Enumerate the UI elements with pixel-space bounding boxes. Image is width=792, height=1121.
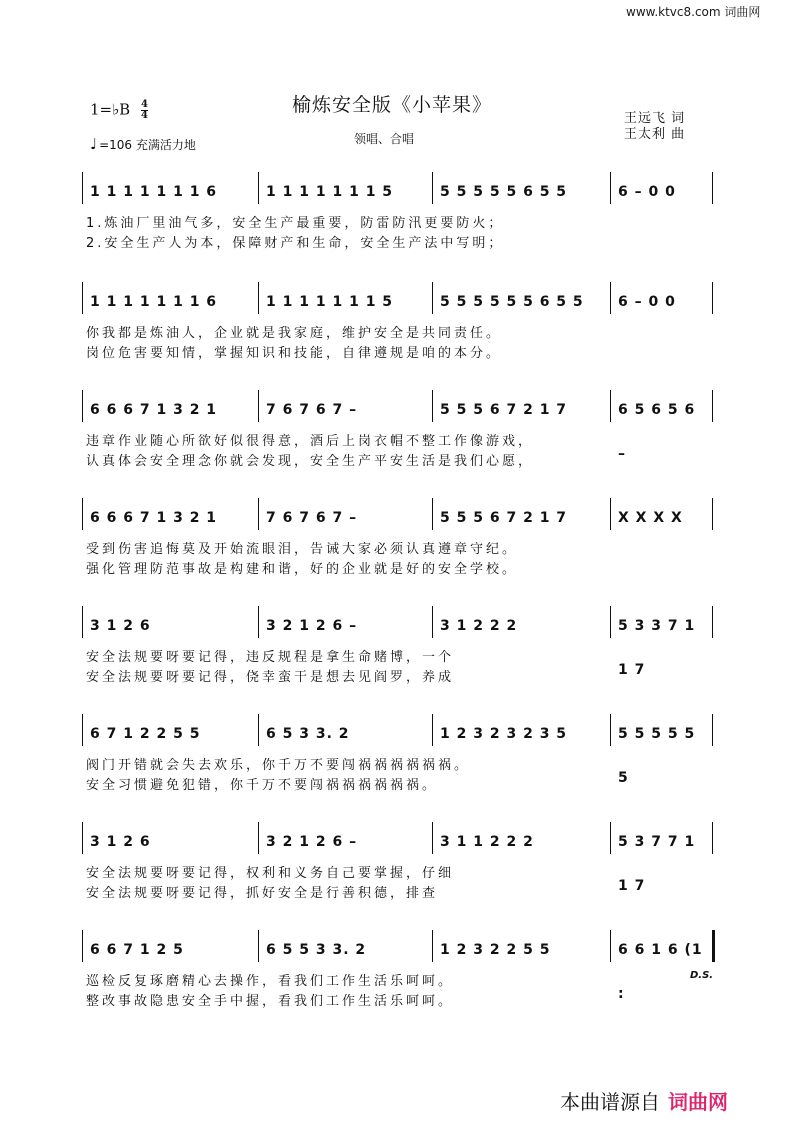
- barline: [82, 172, 83, 204]
- barline: [712, 498, 713, 530]
- measure-notes: 6 – 0 0: [618, 294, 676, 310]
- lyric-line: 1.炼油厂里油气多，安全生产最重要，防雷防汛更要防火；: [86, 216, 505, 231]
- barline: [712, 606, 713, 638]
- barline: [610, 282, 611, 314]
- measure-notes: 5 5 5 5 5 6 5 5: [440, 184, 568, 200]
- barline: [610, 390, 611, 422]
- measure-notes: 6 7 1 2 2 5 5: [90, 726, 201, 742]
- song-title: 榆炼安全版《小苹果》: [292, 94, 493, 116]
- time-signature: [141, 100, 148, 121]
- notation-line: [82, 170, 714, 214]
- score-system: [82, 604, 714, 688]
- meter-top: 4: [141, 99, 148, 110]
- barline: [258, 498, 259, 530]
- barline: [82, 498, 83, 530]
- score-system: [82, 928, 714, 1012]
- lyric-line: 阀门开错就会失去欢乐，你千万不要闯祸祸祸祸祸祸。: [86, 758, 471, 773]
- measure-notes: 3 1 1 2 2 2: [440, 834, 534, 850]
- barline: [432, 172, 433, 204]
- barline: [82, 714, 83, 746]
- measure-notes: 3 1 2 2 2: [440, 618, 518, 634]
- notation-line: [82, 280, 714, 324]
- key-label: 1=♭B: [90, 100, 131, 119]
- measure-notes: 5 5 5 6 7 2 1 7: [440, 510, 568, 526]
- barline: [258, 930, 259, 962]
- measure-notes: 1 2 3 2 2 5 5: [440, 942, 551, 958]
- ds-mark: D.S.: [690, 970, 714, 981]
- barline: [610, 498, 611, 530]
- barline: [258, 172, 259, 204]
- barline: [82, 822, 83, 854]
- barline: [432, 606, 433, 638]
- measure-notes: 6 – 0 0: [618, 184, 676, 200]
- watermark-bottom[interactable]: [560, 1086, 728, 1115]
- lyric-line: 整改事故隐患安全手中握，看我们工作生活乐呵呵。: [86, 994, 455, 1009]
- barline: [432, 498, 433, 530]
- score-system: [82, 388, 714, 472]
- barline: [712, 172, 713, 204]
- lyric-line: 安全习惯避免犯错，你千万不要闯祸祸祸祸祸祸。: [86, 778, 439, 793]
- lyric-line: 安全法规要呀要记得，权利和义务自己要掌握，仔细: [86, 866, 455, 881]
- barline: [258, 390, 259, 422]
- measure-notes: 5 3 3 7 1 1 7: [618, 618, 696, 678]
- measure-notes: 5 5 5 6 7 2 1 7: [440, 402, 568, 418]
- barline: [432, 822, 433, 854]
- measure-notes: 1 1 1 1 1 1 1 6: [90, 184, 218, 200]
- barline: [82, 606, 83, 638]
- lyric-line: 巡检反复琢磨精心去操作，看我们工作生活乐呵呵。: [86, 974, 455, 989]
- barline: [432, 390, 433, 422]
- meter-bottom: 4: [141, 110, 148, 121]
- barline: [432, 930, 433, 962]
- lyric-line: 违章作业随心所欲好似很得意，酒后上岗衣帽不整工作像游戏，: [86, 434, 535, 449]
- barline: [712, 930, 715, 962]
- tempo-text: =106 充满活力地: [99, 138, 196, 152]
- barline: [610, 606, 611, 638]
- lyric-line: 岗位危害要知情，掌握知识和技能，自律遵规是咱的本分。: [86, 346, 503, 361]
- measure-notes: 6 6 1 6 (1 :: [618, 942, 703, 1002]
- voices-label: 领唱、合唱: [354, 132, 415, 146]
- barline: [610, 714, 611, 746]
- barline: [82, 282, 83, 314]
- barline: [712, 714, 713, 746]
- measure-notes: X X X X: [618, 510, 683, 526]
- measure-notes: 1 2 3 2 3 2 3 5: [440, 726, 568, 742]
- tempo-marking: [90, 135, 196, 153]
- score-system: [82, 280, 714, 364]
- quarter-note-icon: ♩: [90, 135, 98, 153]
- measure-notes: 5 5 5 5 5 5 6 5 5: [440, 294, 584, 310]
- lyricist-credit: 王远飞 词: [624, 111, 686, 126]
- barline: [610, 930, 611, 962]
- composer-credit: 王太利 曲: [624, 127, 686, 142]
- measure-notes: 1 1 1 1 1 1 1 6: [90, 294, 218, 310]
- score-system: [82, 170, 714, 254]
- barline: [610, 172, 611, 204]
- barline: [712, 390, 713, 422]
- measure-notes: 3 1 2 6: [90, 618, 151, 634]
- barline: [712, 822, 713, 854]
- watermark-brand: 词曲网: [668, 1090, 728, 1114]
- measure-notes: 6 5 5 3 3. 2: [266, 942, 367, 958]
- score-system: [82, 820, 714, 904]
- barline: [82, 390, 83, 422]
- measure-notes: 5 5 5 5 5 5: [618, 726, 696, 786]
- barline: [258, 822, 259, 854]
- measure-notes: 6 5 6 5 6 –: [618, 402, 696, 462]
- measure-notes: 3 2 1 2 6 –: [266, 834, 358, 850]
- lyric-line: 受到伤害追悔莫及开始流眼泪，告诫大家必须认真遵章守纪。: [86, 542, 519, 557]
- lyric-line: 你我都是炼油人，企业就是我家庭，维护安全是共同责任。: [86, 326, 503, 341]
- score-system: [82, 496, 714, 580]
- barline: [258, 714, 259, 746]
- barline: [712, 282, 713, 314]
- lyric-line: 安全法规要呀要记得，抓好安全是行善积德，排查: [86, 886, 439, 901]
- measure-notes: 6 5 3 3. 2: [266, 726, 350, 742]
- measure-notes: 6 6 7 1 2 5: [90, 942, 184, 958]
- barline: [432, 714, 433, 746]
- barline: [258, 606, 259, 638]
- watermark-bottom-text: 本曲谱源自: [560, 1090, 660, 1114]
- measure-notes: 3 1 2 6: [90, 834, 151, 850]
- measure-notes: 6 6 6 7 1 3 2 1: [90, 510, 218, 526]
- lyric-line: 安全法规要呀要记得，侥幸蛮干是想去见阎罗，养成: [86, 670, 455, 685]
- key-signature: [90, 100, 148, 121]
- lyric-line: 2.安全生产人为本，保障财产和生命，安全生产法中写明；: [86, 236, 505, 251]
- barline: [432, 282, 433, 314]
- watermark-top[interactable]: www.ktvc8.com 词曲网: [626, 5, 761, 19]
- notation-line: [82, 496, 714, 540]
- lyric-line: 认真体会安全理念你就会发现，安全生产平安生活是我们心愿，: [86, 454, 535, 469]
- lyric-line: 安全法规要呀要记得，违反规程是拿生命赌博，一个: [86, 650, 455, 665]
- measure-notes: 1 1 1 1 1 1 1 5: [266, 184, 394, 200]
- measure-notes: 5 3 7 7 1 1 7: [618, 834, 696, 894]
- barline: [610, 822, 611, 854]
- measure-notes: 7 6 7 6 7 –: [266, 510, 358, 526]
- score-system: [82, 712, 714, 796]
- measure-notes: 3 2 1 2 6 –: [266, 618, 358, 634]
- measure-notes: 6 6 6 7 1 3 2 1: [90, 402, 218, 418]
- measure-notes: 1 1 1 1 1 1 1 5: [266, 294, 394, 310]
- barline: [258, 282, 259, 314]
- measure-notes: 7 6 7 6 7 –: [266, 402, 358, 418]
- barline: [82, 930, 83, 962]
- lyric-line: 强化管理防范事故是构建和谐，好的企业就是好的安全学校。: [86, 562, 519, 577]
